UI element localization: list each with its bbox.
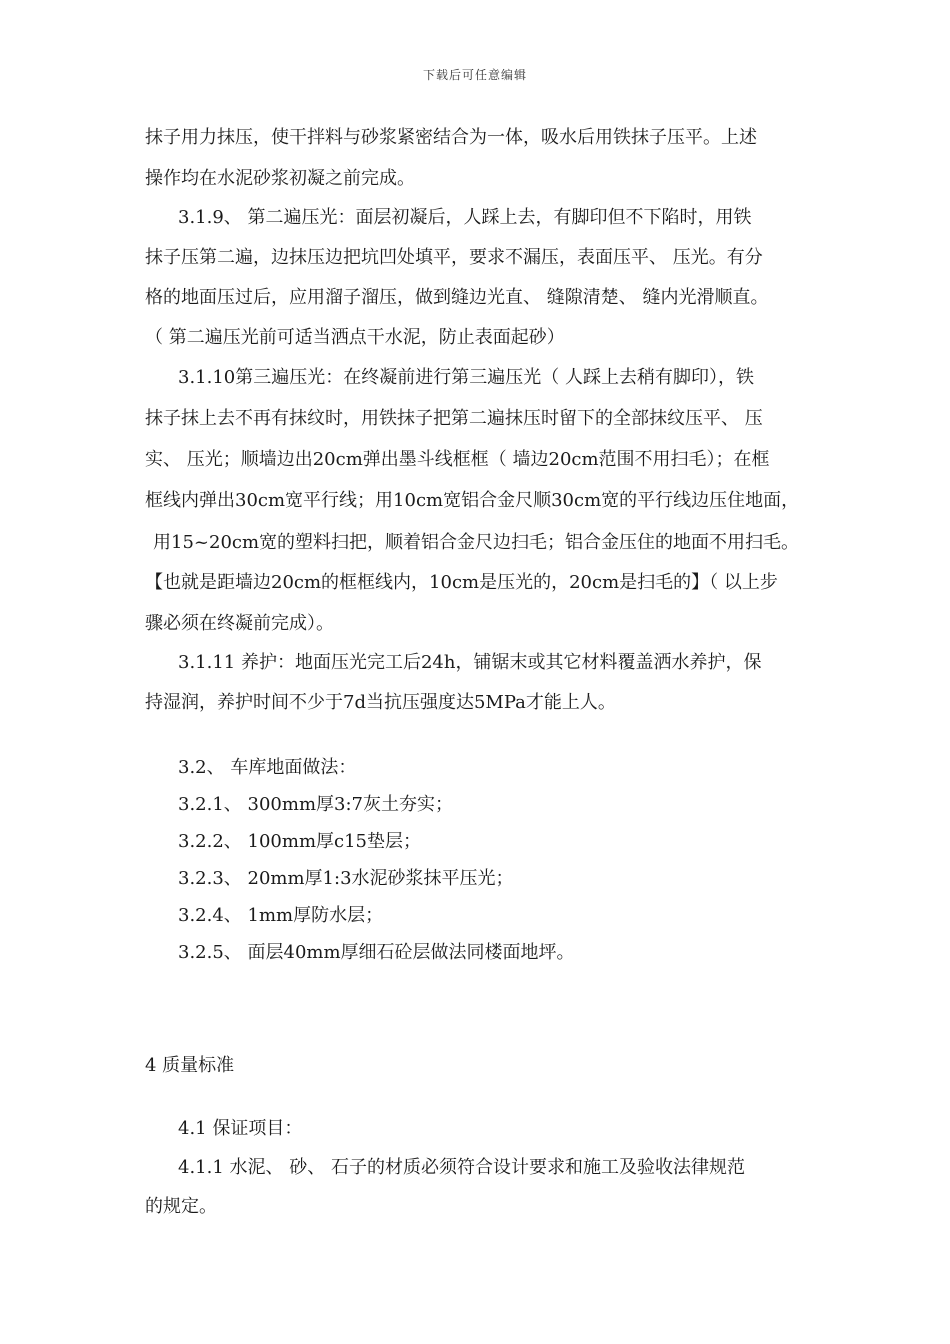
text-line: 格的地面压过后，应用溜子溜压，做到缝边光直、 缝隙清楚、 缝内光滑顺直。 — [145, 287, 769, 308]
text-line: 的规定。 — [145, 1196, 217, 1217]
text-line: 框线内弹出30cm宽平行线；用10cm宽铝合金尺顺30cm宽的平行线边压住地面， — [145, 490, 800, 511]
text-line: 3.1.10第三遍压光：在终凝前进行第三遍压光（ 人踩上去稍有脚印），铁 — [178, 367, 754, 388]
text-line: 4 质量标准 — [145, 1055, 235, 1076]
text-line: 4.1.1 水泥、 砂、 石子的材质必须符合设计要求和施工及验收法律规范 — [178, 1157, 745, 1178]
text-line: （ 第二遍压光前可适当洒点干水泥，防止表面起砂） — [145, 327, 565, 348]
text-line: 用15~20cm宽的塑料扫把，顺着铝合金尺边扫毛；铝合金压住的地面不用扫毛。 — [153, 532, 800, 553]
text-line: 3.1.9、 第二遍压光：面层初凝后，人踩上去，有脚印但不下陷时，用铁 — [178, 207, 752, 228]
text-line: 3.1.11 养护：地面压光完工后24h，铺锯末或其它材料覆盖洒水养护，保 — [178, 652, 762, 673]
text-line: 4.1 保证项目： — [178, 1118, 303, 1139]
text-line: 3.2.1、 300mm厚3:7灰土夯实； — [178, 794, 453, 815]
text-line: 骤必须在终凝前完成）。 — [145, 613, 334, 634]
text-line: 3.2.2、 100mm厚c15垫层； — [178, 831, 421, 852]
text-line: 3.2.5、 面层40mm厚细石砼层做法同楼面地坪。 — [178, 942, 575, 963]
text-line: 实、 压光；顺墙边出20cm弹出墨斗线框框（ 墙边20cm范围不用扫毛）；在框 — [145, 449, 770, 470]
page-header: 下载后可任意编辑 — [422, 68, 527, 82]
text-line: 操作均在水泥砂浆初凝之前完成。 — [145, 168, 415, 189]
text-line: 【也就是距墙边20cm的框框线内，10cm是压光的，20cm是扫毛的】（ 以上步 — [145, 572, 778, 593]
text-line: 3.2、 车库地面做法： — [178, 757, 357, 778]
text-line: 抹子用力抹压，使干拌料与砂浆紧密结合为一体，吸水后用铁抹子压平。上述 — [145, 127, 757, 148]
text-line: 3.2.4、 1mm厚防水层； — [178, 905, 384, 926]
text-line: 持湿润，养护时间不少于7d当抗压强度达5MPa才能上人。 — [145, 692, 616, 713]
text-line: 3.2.3、 20mm厚1:3水泥砂浆抹平压光； — [178, 868, 514, 889]
text-line: 抹子抹上去不再有抹纹时，用铁抹子把第二遍抹压时留下的全部抹纹压平、 压 — [145, 408, 763, 429]
text-line: 抹子压第二遍，边抹压边把坑凹处填平，要求不漏压，表面压平、 压光。有分 — [145, 247, 763, 268]
